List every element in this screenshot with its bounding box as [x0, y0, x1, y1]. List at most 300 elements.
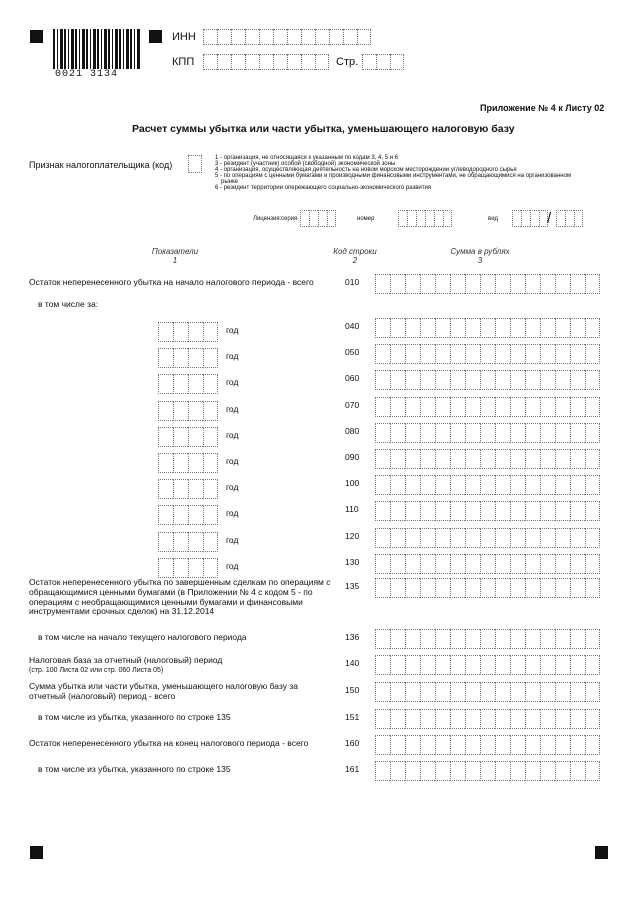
row-090-year-field[interactable] — [158, 453, 218, 473]
input-cell[interactable] — [495, 578, 510, 598]
row-070-year-field[interactable] — [158, 401, 218, 421]
input-cell[interactable] — [375, 629, 390, 649]
input-cell[interactable] — [521, 210, 530, 227]
input-cell[interactable] — [495, 528, 510, 548]
input-cell[interactable] — [570, 370, 585, 390]
input-cell[interactable] — [435, 397, 450, 417]
input-cell[interactable] — [570, 709, 585, 729]
license-type-field-2[interactable] — [556, 210, 583, 227]
input-cell[interactable] — [540, 578, 555, 598]
input-cell[interactable] — [465, 370, 480, 390]
input-cell[interactable] — [540, 554, 555, 574]
input-cell[interactable] — [510, 709, 525, 729]
input-cell[interactable] — [585, 682, 600, 702]
input-cell[interactable] — [420, 735, 435, 755]
input-cell[interactable] — [585, 528, 600, 548]
input-cell[interactable] — [495, 682, 510, 702]
input-cell[interactable] — [405, 578, 420, 598]
input-cell[interactable] — [217, 29, 231, 45]
input-cell[interactable] — [555, 578, 570, 598]
input-cell[interactable] — [530, 210, 539, 227]
input-cell[interactable] — [158, 427, 173, 447]
input-cell[interactable] — [495, 274, 510, 294]
input-cell[interactable] — [375, 318, 390, 338]
input-cell[interactable] — [405, 528, 420, 548]
input-cell[interactable] — [555, 501, 570, 521]
input-cell[interactable] — [570, 423, 585, 443]
input-cell[interactable] — [525, 475, 540, 495]
input-cell[interactable] — [585, 629, 600, 649]
input-cell[interactable] — [465, 501, 480, 521]
taxpayer-code-field[interactable] — [188, 155, 202, 173]
input-cell[interactable] — [435, 475, 450, 495]
input-cell[interactable] — [287, 54, 301, 70]
input-cell[interactable] — [375, 397, 390, 417]
row-080-year-field[interactable] — [158, 427, 218, 447]
input-cell[interactable] — [480, 344, 495, 364]
input-cell[interactable] — [390, 709, 405, 729]
input-cell[interactable] — [540, 709, 555, 729]
input-cell[interactable] — [405, 423, 420, 443]
row-100-year-field[interactable] — [158, 479, 218, 499]
input-cell[interactable] — [540, 629, 555, 649]
input-cell[interactable] — [495, 344, 510, 364]
input-cell[interactable] — [540, 501, 555, 521]
input-cell[interactable] — [465, 449, 480, 469]
row-136-amount-field[interactable] — [375, 629, 600, 649]
input-cell[interactable] — [525, 735, 540, 755]
input-cell[interactable] — [495, 449, 510, 469]
input-cell[interactable] — [231, 29, 245, 45]
input-cell[interactable] — [540, 370, 555, 390]
input-cell[interactable] — [405, 318, 420, 338]
input-cell[interactable] — [158, 505, 173, 525]
input-cell[interactable] — [301, 54, 315, 70]
input-cell[interactable] — [435, 449, 450, 469]
row-040-amount-field[interactable] — [375, 318, 600, 338]
input-cell[interactable] — [480, 735, 495, 755]
input-cell[interactable] — [570, 655, 585, 675]
input-cell[interactable] — [173, 322, 188, 342]
input-cell[interactable] — [173, 401, 188, 421]
input-cell[interactable] — [405, 761, 420, 781]
input-cell[interactable] — [510, 528, 525, 548]
license-number-field[interactable] — [398, 210, 452, 227]
input-cell[interactable] — [510, 370, 525, 390]
input-cell[interactable] — [555, 423, 570, 443]
input-cell[interactable] — [375, 761, 390, 781]
input-cell[interactable] — [465, 578, 480, 598]
input-cell[interactable] — [375, 423, 390, 443]
input-cell[interactable] — [259, 29, 273, 45]
input-cell[interactable] — [540, 528, 555, 548]
input-cell[interactable] — [510, 629, 525, 649]
input-cell[interactable] — [555, 274, 570, 294]
input-cell[interactable] — [435, 370, 450, 390]
row-060-year-field[interactable] — [158, 374, 218, 394]
input-cell[interactable] — [480, 318, 495, 338]
input-cell[interactable] — [245, 54, 259, 70]
input-cell[interactable] — [585, 344, 600, 364]
row-080-amount-field[interactable] — [375, 423, 600, 443]
input-cell[interactable] — [435, 629, 450, 649]
input-cell[interactable] — [555, 629, 570, 649]
input-cell[interactable] — [390, 761, 405, 781]
page-field[interactable] — [362, 54, 404, 70]
input-cell[interactable] — [273, 54, 287, 70]
input-cell[interactable] — [420, 318, 435, 338]
input-cell[interactable] — [565, 210, 574, 227]
input-cell[interactable] — [510, 344, 525, 364]
input-cell[interactable] — [570, 735, 585, 755]
input-cell[interactable] — [300, 210, 309, 227]
input-cell[interactable] — [188, 453, 203, 473]
input-cell[interactable] — [405, 682, 420, 702]
input-cell[interactable] — [390, 318, 405, 338]
input-cell[interactable] — [480, 423, 495, 443]
input-cell[interactable] — [465, 655, 480, 675]
input-cell[interactable] — [585, 423, 600, 443]
input-cell[interactable] — [525, 554, 540, 574]
input-cell[interactable] — [188, 558, 203, 578]
input-cell[interactable] — [375, 528, 390, 548]
input-cell[interactable] — [425, 210, 434, 227]
input-cell[interactable] — [390, 655, 405, 675]
input-cell[interactable] — [510, 682, 525, 702]
input-cell[interactable] — [570, 397, 585, 417]
input-cell[interactable] — [495, 501, 510, 521]
input-cell[interactable] — [450, 449, 465, 469]
input-cell[interactable] — [450, 528, 465, 548]
input-cell[interactable] — [420, 475, 435, 495]
input-cell[interactable] — [245, 29, 259, 45]
input-cell[interactable] — [420, 528, 435, 548]
input-cell[interactable] — [450, 318, 465, 338]
input-cell[interactable] — [465, 682, 480, 702]
input-cell[interactable] — [203, 558, 218, 578]
row-110-amount-field[interactable] — [375, 501, 600, 521]
input-cell[interactable] — [173, 479, 188, 499]
input-cell[interactable] — [375, 554, 390, 574]
input-cell[interactable] — [173, 348, 188, 368]
input-cell[interactable] — [495, 423, 510, 443]
input-cell[interactable] — [405, 655, 420, 675]
row-130-amount-field[interactable] — [375, 554, 600, 574]
input-cell[interactable] — [375, 475, 390, 495]
input-cell[interactable] — [375, 709, 390, 729]
input-cell[interactable] — [480, 554, 495, 574]
input-cell[interactable] — [420, 501, 435, 521]
input-cell[interactable] — [585, 370, 600, 390]
input-cell[interactable] — [585, 475, 600, 495]
input-cell[interactable] — [540, 318, 555, 338]
row-050-amount-field[interactable] — [375, 344, 600, 364]
input-cell[interactable] — [158, 401, 173, 421]
input-cell[interactable] — [480, 449, 495, 469]
input-cell[interactable] — [540, 735, 555, 755]
input-cell[interactable] — [465, 629, 480, 649]
input-cell[interactable] — [435, 735, 450, 755]
input-cell[interactable] — [480, 501, 495, 521]
input-cell[interactable] — [495, 629, 510, 649]
input-cell[interactable] — [495, 761, 510, 781]
input-cell[interactable] — [420, 397, 435, 417]
input-cell[interactable] — [434, 210, 443, 227]
input-cell[interactable] — [375, 682, 390, 702]
input-cell[interactable] — [450, 682, 465, 702]
input-cell[interactable] — [420, 344, 435, 364]
input-cell[interactable] — [570, 274, 585, 294]
input-cell[interactable] — [510, 501, 525, 521]
input-cell[interactable] — [390, 370, 405, 390]
input-cell[interactable] — [173, 532, 188, 552]
input-cell[interactable] — [570, 682, 585, 702]
input-cell[interactable] — [217, 54, 231, 70]
input-cell[interactable] — [158, 558, 173, 578]
input-cell[interactable] — [362, 54, 376, 70]
input-cell[interactable] — [420, 709, 435, 729]
input-cell[interactable] — [420, 761, 435, 781]
input-cell[interactable] — [158, 322, 173, 342]
input-cell[interactable] — [375, 501, 390, 521]
input-cell[interactable] — [173, 453, 188, 473]
input-cell[interactable] — [390, 501, 405, 521]
input-cell[interactable] — [465, 709, 480, 729]
input-cell[interactable] — [188, 427, 203, 447]
input-cell[interactable] — [585, 318, 600, 338]
input-cell[interactable] — [450, 761, 465, 781]
input-cell[interactable] — [188, 348, 203, 368]
input-cell[interactable] — [398, 210, 407, 227]
input-cell[interactable] — [188, 532, 203, 552]
input-cell[interactable] — [158, 348, 173, 368]
input-cell[interactable] — [480, 761, 495, 781]
input-cell[interactable] — [203, 532, 218, 552]
input-cell[interactable] — [203, 29, 217, 45]
input-cell[interactable] — [203, 54, 217, 70]
input-cell[interactable] — [555, 761, 570, 781]
kpp-field[interactable] — [203, 54, 329, 70]
input-cell[interactable] — [510, 735, 525, 755]
row-140-amount-field[interactable] — [375, 655, 600, 675]
input-cell[interactable] — [390, 274, 405, 294]
row-110-year-field[interactable] — [158, 505, 218, 525]
row-040-year-field[interactable] — [158, 322, 218, 342]
input-cell[interactable] — [555, 318, 570, 338]
input-cell[interactable] — [510, 449, 525, 469]
input-cell[interactable] — [450, 475, 465, 495]
input-cell[interactable] — [495, 475, 510, 495]
input-cell[interactable] — [555, 449, 570, 469]
input-cell[interactable] — [510, 655, 525, 675]
input-cell[interactable] — [203, 427, 218, 447]
input-cell[interactable] — [203, 453, 218, 473]
input-cell[interactable] — [570, 501, 585, 521]
input-cell[interactable] — [525, 528, 540, 548]
input-cell[interactable] — [375, 274, 390, 294]
input-cell[interactable] — [480, 370, 495, 390]
input-cell[interactable] — [420, 274, 435, 294]
input-cell[interactable] — [555, 344, 570, 364]
input-cell[interactable] — [375, 449, 390, 469]
input-cell[interactable] — [540, 344, 555, 364]
input-cell[interactable] — [525, 655, 540, 675]
input-cell[interactable] — [203, 322, 218, 342]
input-cell[interactable] — [555, 682, 570, 702]
input-cell[interactable] — [510, 578, 525, 598]
input-cell[interactable] — [420, 423, 435, 443]
input-cell[interactable] — [585, 554, 600, 574]
input-cell[interactable] — [570, 578, 585, 598]
input-cell[interactable] — [375, 370, 390, 390]
input-cell[interactable] — [188, 505, 203, 525]
input-cell[interactable] — [525, 397, 540, 417]
input-cell[interactable] — [203, 505, 218, 525]
input-cell[interactable] — [570, 449, 585, 469]
input-cell[interactable] — [158, 374, 173, 394]
input-cell[interactable] — [540, 449, 555, 469]
input-cell[interactable] — [435, 423, 450, 443]
input-cell[interactable] — [540, 761, 555, 781]
input-cell[interactable] — [510, 423, 525, 443]
input-cell[interactable] — [390, 629, 405, 649]
input-cell[interactable] — [450, 344, 465, 364]
input-cell[interactable] — [405, 370, 420, 390]
input-cell[interactable] — [525, 274, 540, 294]
input-cell[interactable] — [480, 629, 495, 649]
input-cell[interactable] — [407, 210, 416, 227]
input-cell[interactable] — [450, 423, 465, 443]
input-cell[interactable] — [390, 682, 405, 702]
input-cell[interactable] — [390, 54, 404, 70]
input-cell[interactable] — [435, 578, 450, 598]
input-cell[interactable] — [570, 318, 585, 338]
input-cell[interactable] — [510, 761, 525, 781]
license-series-field[interactable] — [300, 210, 336, 227]
row-100-amount-field[interactable] — [375, 475, 600, 495]
row-120-year-field[interactable] — [158, 532, 218, 552]
input-cell[interactable] — [570, 554, 585, 574]
input-cell[interactable] — [375, 344, 390, 364]
input-cell[interactable] — [465, 423, 480, 443]
input-cell[interactable] — [435, 554, 450, 574]
input-cell[interactable] — [327, 210, 336, 227]
input-cell[interactable] — [309, 210, 318, 227]
input-cell[interactable] — [555, 655, 570, 675]
row-120-amount-field[interactable] — [375, 528, 600, 548]
input-cell[interactable] — [585, 274, 600, 294]
input-cell[interactable] — [495, 318, 510, 338]
input-cell[interactable] — [375, 655, 390, 675]
input-cell[interactable] — [525, 578, 540, 598]
input-cell[interactable] — [465, 344, 480, 364]
input-cell[interactable] — [480, 475, 495, 495]
input-cell[interactable] — [203, 479, 218, 499]
input-cell[interactable] — [480, 528, 495, 548]
input-cell[interactable] — [480, 274, 495, 294]
input-cell[interactable] — [525, 501, 540, 521]
input-cell[interactable] — [480, 397, 495, 417]
row-070-amount-field[interactable] — [375, 397, 600, 417]
input-cell[interactable] — [203, 348, 218, 368]
input-cell[interactable] — [405, 735, 420, 755]
input-cell[interactable] — [420, 449, 435, 469]
input-cell[interactable] — [525, 318, 540, 338]
input-cell[interactable] — [540, 397, 555, 417]
input-cell[interactable] — [450, 370, 465, 390]
input-cell[interactable] — [540, 655, 555, 675]
input-cell[interactable] — [585, 449, 600, 469]
input-cell[interactable] — [450, 629, 465, 649]
input-cell[interactable] — [435, 655, 450, 675]
input-cell[interactable] — [405, 274, 420, 294]
input-cell[interactable] — [173, 505, 188, 525]
input-cell[interactable] — [390, 449, 405, 469]
input-cell[interactable] — [495, 709, 510, 729]
license-type-field-1[interactable] — [512, 210, 548, 227]
inn-field[interactable] — [203, 29, 371, 45]
input-cell[interactable] — [480, 578, 495, 598]
row-050-year-field[interactable] — [158, 348, 218, 368]
input-cell[interactable] — [510, 318, 525, 338]
input-cell[interactable] — [540, 475, 555, 495]
input-cell[interactable] — [301, 29, 315, 45]
row-130-year-field[interactable] — [158, 558, 218, 578]
input-cell[interactable] — [420, 629, 435, 649]
input-cell[interactable] — [525, 423, 540, 443]
input-cell[interactable] — [465, 554, 480, 574]
input-cell[interactable] — [420, 554, 435, 574]
row-161-amount-field[interactable] — [375, 761, 600, 781]
input-cell[interactable] — [495, 370, 510, 390]
input-cell[interactable] — [203, 401, 218, 421]
row-010-amount-field[interactable] — [375, 274, 600, 294]
input-cell[interactable] — [357, 29, 371, 45]
input-cell[interactable] — [405, 554, 420, 574]
input-cell[interactable] — [495, 655, 510, 675]
input-cell[interactable] — [525, 344, 540, 364]
input-cell[interactable] — [259, 54, 273, 70]
input-cell[interactable] — [231, 54, 245, 70]
input-cell[interactable] — [510, 274, 525, 294]
input-cell[interactable] — [585, 735, 600, 755]
input-cell[interactable] — [315, 29, 329, 45]
input-cell[interactable] — [405, 629, 420, 649]
input-cell[interactable] — [540, 682, 555, 702]
input-cell[interactable] — [390, 397, 405, 417]
input-cell[interactable] — [570, 629, 585, 649]
input-cell[interactable] — [329, 29, 343, 45]
row-060-amount-field[interactable] — [375, 370, 600, 390]
input-cell[interactable] — [405, 397, 420, 417]
input-cell[interactable] — [450, 578, 465, 598]
input-cell[interactable] — [435, 682, 450, 702]
input-cell[interactable] — [585, 578, 600, 598]
input-cell[interactable] — [570, 475, 585, 495]
input-cell[interactable] — [585, 761, 600, 781]
input-cell[interactable] — [480, 709, 495, 729]
input-cell[interactable] — [540, 274, 555, 294]
input-cell[interactable] — [435, 274, 450, 294]
input-cell[interactable] — [555, 370, 570, 390]
input-cell[interactable] — [525, 449, 540, 469]
input-cell[interactable] — [435, 501, 450, 521]
input-cell[interactable] — [585, 397, 600, 417]
input-cell[interactable] — [510, 554, 525, 574]
input-cell[interactable] — [495, 397, 510, 417]
input-cell[interactable] — [390, 475, 405, 495]
input-cell[interactable] — [416, 210, 425, 227]
